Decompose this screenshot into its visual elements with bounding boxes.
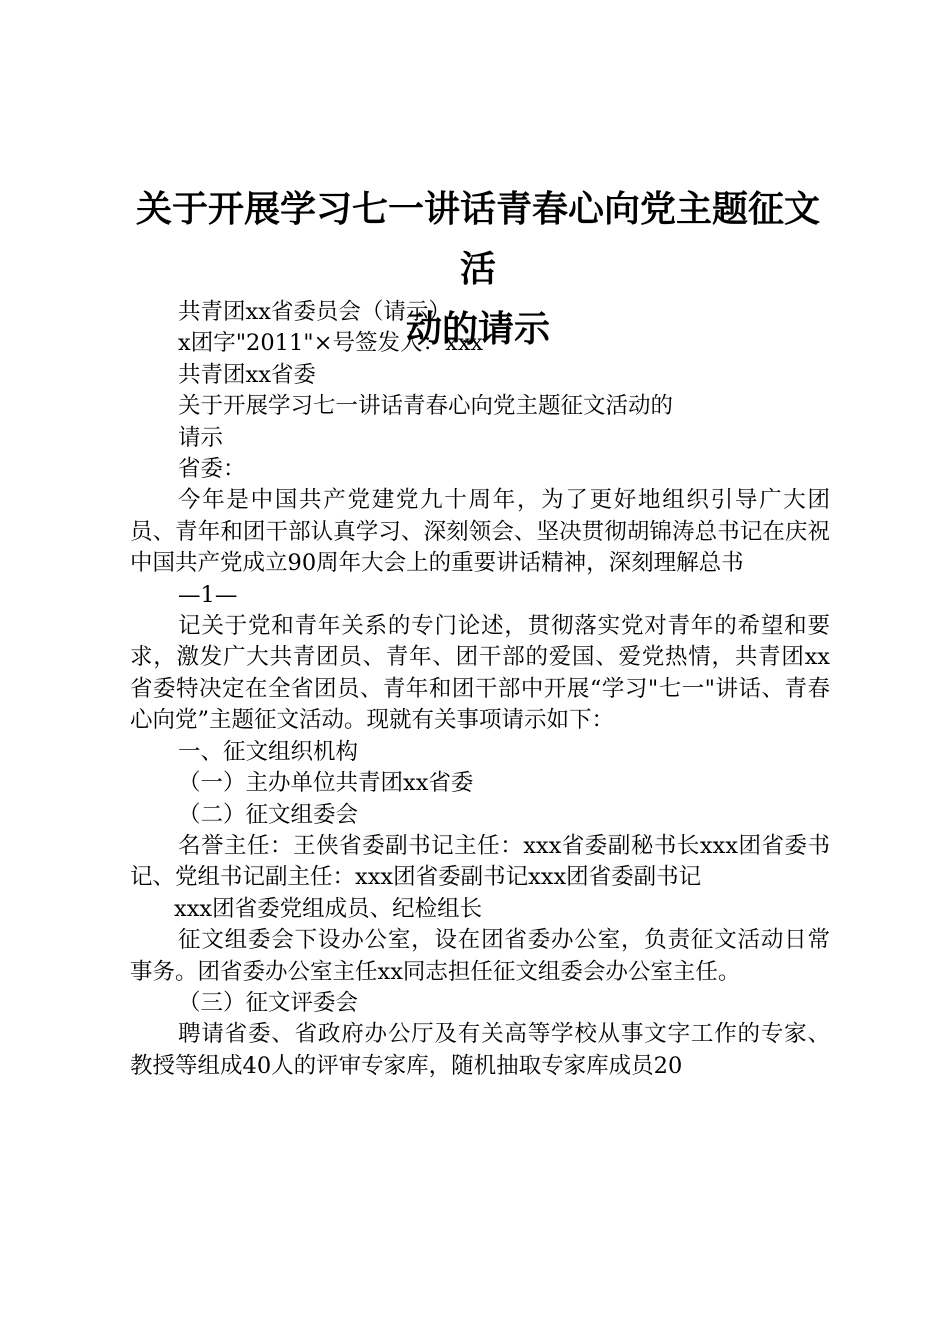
jury-description: 聘请省委、省政府办公厅及有关高等学校从事文字工作的专家、教授等组成40人的评审专家库，随机抽取专家库成员20: [130, 1021, 830, 1079]
document-number-line: x团字"2011"×号签发人：xxx: [178, 330, 484, 357]
committee-member-extra: xxx团省委党组成员、纪检组长: [174, 895, 483, 922]
section-heading-1: 一、征文组织机构: [178, 738, 359, 765]
committee-members: 名誉主任：王侠省委副书记主任：xxx省委副秘书长xxx团省委书记、党组书记副主任：xxx团省委副书记xxx团省委副书记: [130, 832, 830, 891]
issuer-line: 共青团xx省委员会（请示）: [178, 299, 451, 325]
paragraph-intro: 今年是中国共产党建党九十周年，为了更好地组织引导广大团员、青年和团干部认真学习、深刻领会、坚决贯彻胡锦涛总书记在庆祝中国共产党成立90周年大会上的重要讲话精神，深刻理解总书: [130, 487, 830, 577]
addressee-line: 省委：: [178, 456, 246, 483]
committee-office: 征文组委会下设办公室，设在团省委办公室，负责征文活动日常事务。团省委办公室主任xx同志担任征文组委会办公室主任。: [130, 927, 830, 985]
subject-line-cont: 请示: [178, 424, 224, 451]
page-number: —1—: [178, 581, 238, 608]
paragraph-continued: 记关于党和青年关系的专门论述，贯彻落实党对青年的希望和要求，激发广大共青团员、青年、团干部的爱国、爱党热情，共青团xx省委特决定在全省团员、青年和团干部中开展“学习"七一"讲话、青春心向党”主题征文活动。现就有关事项请示如下：: [130, 613, 830, 734]
issuer-short-line: 共青团xx省委: [178, 361, 316, 388]
subsection-jury: （三）征文评委会: [178, 989, 359, 1016]
subject-line: 关于开展学习七一讲话青春心向党主题征文活动的: [178, 393, 674, 420]
document-body: [130, 297, 830, 1082]
subsection-organizer: （一）主办单位共青团xx省委: [178, 770, 474, 797]
subsection-committee: （二）征文组委会: [178, 801, 359, 828]
title-line-1: 关于开展学习七一讲话青春心向党主题征文活: [135, 189, 820, 290]
title-line-2: 动的请示: [405, 309, 550, 350]
